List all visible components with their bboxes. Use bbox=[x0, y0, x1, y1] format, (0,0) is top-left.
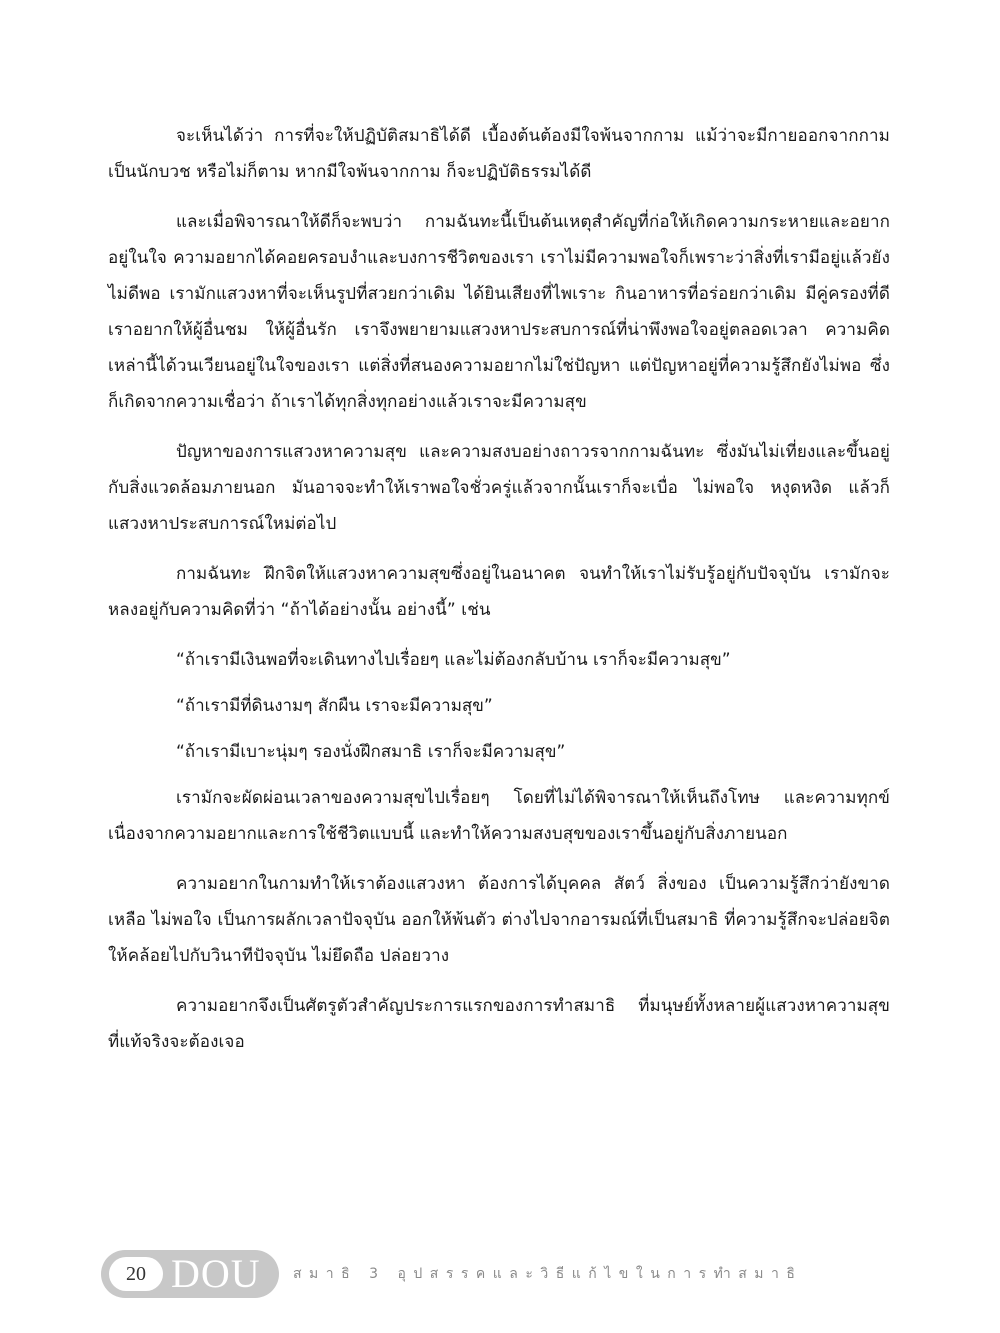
dou-logo: DOU bbox=[171, 1251, 261, 1296]
quote-3: “ถ้าเรามีเบาะนุ่มๆ รองนั่งฝึกสมาธิ เราก็จะมีความสุข” bbox=[176, 742, 566, 762]
paragraph-2: และเมื่อพิจารณาให้ดีก็จะพบว่า กามฉันทะนี้เป็นต้นเหตุสำคัญที่ก่อให้เกิดความกระหายและอยากอยู่ในใจ ความอยากได้คอยครอบงำและบงการชีวิตของเรา เราไม่มีความพอใจก็เพราะว่าสิ่งที่เรามีอยู่แล้วยังไม่ดีพอ เรามักแสวงหาที่จะเห็นรูปที่สวยกว่าเดิม ได้ยินเสียงที่ไพเราะ กินอาหารที่อร่อยกว่าเดิม มีคู่ครองที่ดี เราอยากให้ผู้อื่นชม ให้ผู้อื่นรัก เราจึงพยายามแสวงหาประสบการณ์ที่น่าพึงพอใจอยู่ตลอดเวลา ความคิดเหล่านี้ได้วนเวียนอยู่ในใจของเรา แต่สิ่งที่สนองความอยากไม่ใช่ปัญหา แต่ปัญหาอยู่ที่ความรู้สึกยังไม่พอ ซึ่งก็เกิดจากความเชื่อว่า ถ้าเราได้ทุกสิ่งทุกอย่างแล้วเราจะมีความสุข bbox=[108, 212, 890, 412]
paragraph-7: ความอยากจึงเป็นศัตรูตัวสำคัญประการแรกของการทำสมาธิ ที่มนุษย์ทั้งหลายผู้แสวงหาความสุขที่แท้จริงจะต้องเจอ bbox=[108, 996, 890, 1052]
paragraph-3: ปัญหาของการแสวงหาความสุข และความสงบอย่างถาวรจากกามฉันทะ ซึ่งมันไม่เที่ยงและขึ้นอยู่กับสิ่งแวดล้อมภายนอก มันอาจจะทำให้เราพอใจชั่วครู่แล้วจากนั้นเราก็จะเบื่อ ไม่พอใจ หงุดหงิด แล้วก็แสวงหาประสบการณ์ใหม่ต่อไป bbox=[108, 442, 890, 534]
paragraph-6: ความอยากในกามทำให้เราต้องแสวงหา ต้องการได้บุคคล สัตว์ สิ่งของ เป็นความรู้สึกว่ายังขาดเหลือ ไม่พอใจ เป็นการผลักเวลาปัจจุบัน ออกให้พ้นตัว ต่างไปจากอารมณ์ที่เป็นสมาธิ ที่ความรู้สึกจะปล่อยจิตให้คล้อยไปกับวินาทีปัจจุบัน ไม่ยึดถือ ปล่อยวาง bbox=[108, 874, 890, 966]
paragraph-1: จะเห็นได้ว่า การที่จะให้ปฏิบัติสมาธิได้ดี เบื้องต้นต้องมีใจพ้นจากกาม แม้ว่าจะมีกายออกจากกามเป็นนักบวช หรือไม่ก็ตาม หากมีใจพ้นจากกาม ก็จะปฏิบัติธรรมได้ดี bbox=[108, 126, 890, 182]
page-footer bbox=[101, 1250, 901, 1298]
footer-badge bbox=[101, 1250, 279, 1298]
page-number: 20 bbox=[109, 1257, 163, 1291]
paragraph-4: กามฉันทะ ฝึกจิตให้แสวงหาความสุขซึ่งอยู่ในอนาคต จนทำให้เราไม่รับรู้อยู่กับปัจจุบัน เรามักจะหลงอยู่กับความคิดที่ว่า “ถ้าได้อย่างนั้น อย่างนี้” เช่น bbox=[108, 564, 890, 620]
book-title: สมาธิ 3 อุปสรรคและวิธีแก้ไขในการทำสมาธิ bbox=[293, 1266, 803, 1282]
quote-1: “ถ้าเรามีเงินพอที่จะเดินทางไปเรื่อยๆ และไม่ต้องกลับบ้าน เราก็จะมีความสุข” bbox=[176, 650, 731, 670]
page-body bbox=[108, 118, 890, 1074]
quote-2: “ถ้าเรามีที่ดินงามๆ สักผืน เราจะมีความสุข” bbox=[176, 696, 493, 716]
paragraph-5: เรามักจะผัดผ่อนเวลาของความสุขไปเรื่อยๆ โดยที่ไม่ได้พิจารณาให้เห็นถึงโทษ และความทุกข์เนื่องจากความอยากและการใช้ชีวิตแบบนี้ และทำให้ความสงบสุขของเราขึ้นอยู่กับสิ่งภายนอก bbox=[108, 788, 890, 844]
